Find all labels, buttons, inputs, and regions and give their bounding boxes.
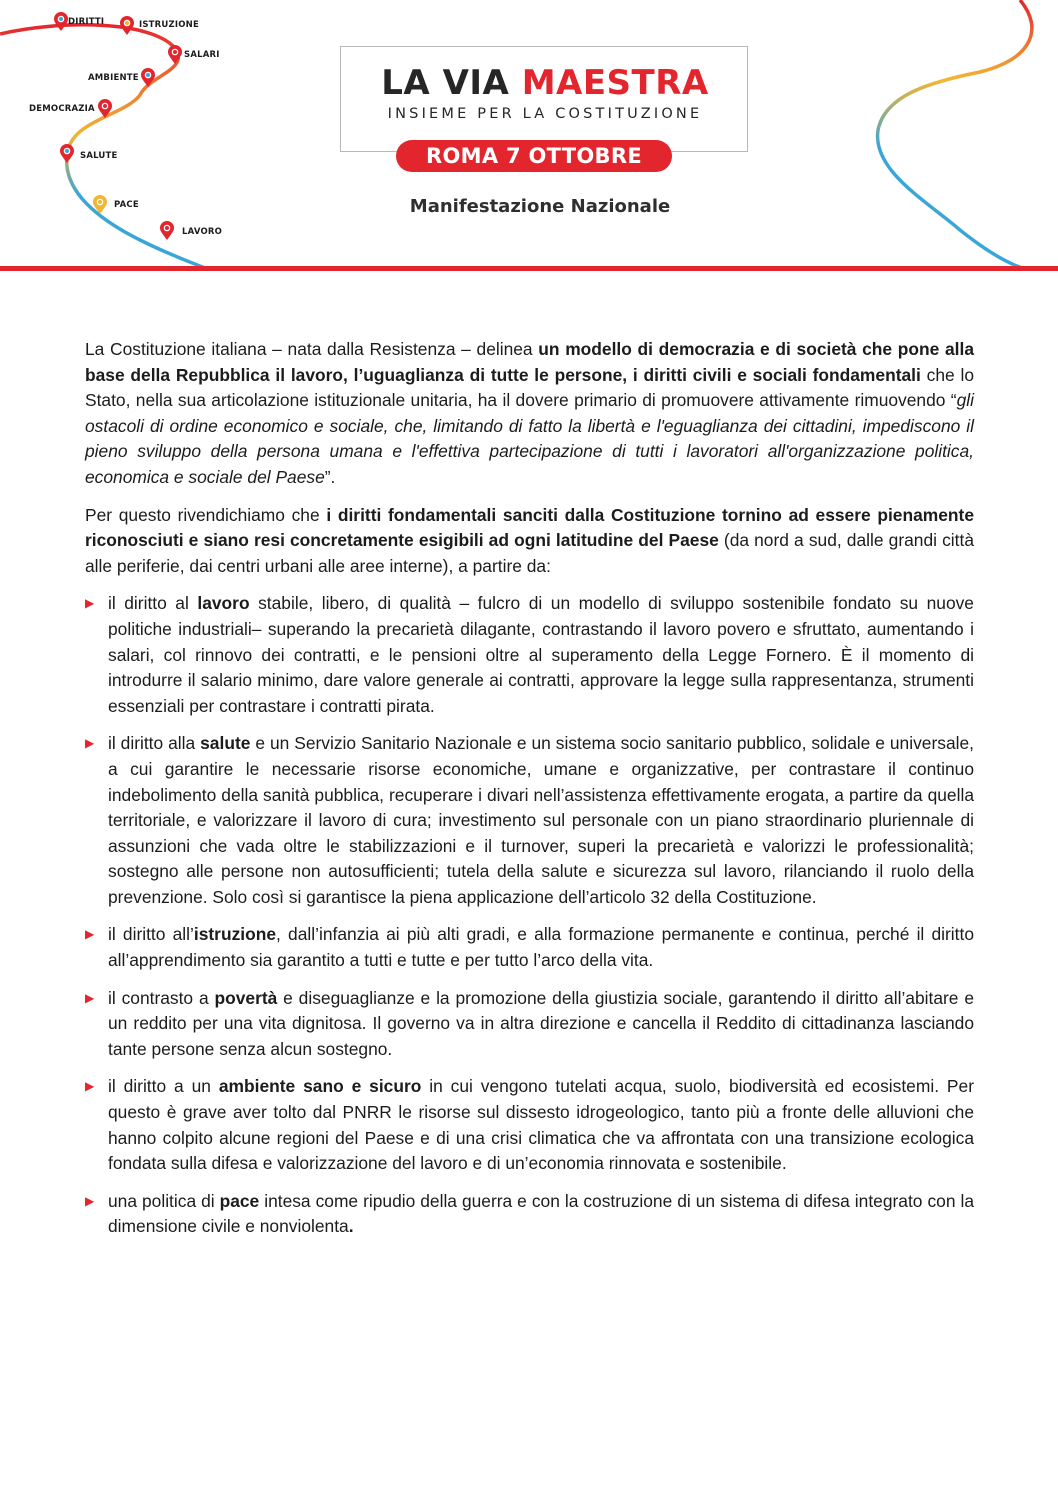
text-run: che lo Stato, nella sua articolazione istituzionale unitaria, ha il dovere primario di promuovere attivamente rimuovendo “ [85, 364, 974, 411]
map-pin-icon [119, 16, 135, 36]
text-run: stabile, libero, di qualità – fulcro di un modello di sviluppo sostenibile fondato su nuove politiche industriali– superando la precarietà dilagante, contrastando il lavoro povero e sfruttato, aumentando i salari, col rinnovo dei contratti, e le pensioni oltre al superamento della Legge Fornero. È il momento di introdurre il salario minimo, dare valore generale ai contratti, approvare la legge sulla rappresentanza, strumenti essenziali per contrastare i contratti pirata. [108, 593, 974, 716]
text-run: il diritto all’ [108, 924, 194, 945]
map-pin-icon [97, 99, 113, 119]
list-item [85, 1189, 974, 1240]
text-run: il diritto al [108, 593, 198, 614]
text-run: . [348, 1216, 354, 1237]
route-stop-label: DIRITTI [68, 17, 105, 27]
logo-box [340, 46, 748, 152]
map-pin-icon [59, 144, 75, 164]
header-divider [0, 266, 1058, 271]
date-badge: ROMA 7 OTTOBRE [396, 140, 672, 172]
right-keyword: povertà [214, 987, 278, 1008]
text-run: il diritto alla [108, 733, 201, 754]
bold-text: i diritti fondamentali sanciti dalla Costituzione tornino ad essere pienamente riconosciuti e siano resi concretamente esigibili ad ogni latitudine del Paese [85, 504, 974, 551]
document-body [85, 337, 974, 1252]
route-stop-label: AMBIENTE [88, 73, 139, 83]
list-item [85, 1074, 974, 1176]
triangle-arrow-icon: ▶ [85, 990, 95, 1005]
right-keyword: ambiente sano e sicuro [218, 1076, 422, 1097]
text-run: (da nord a sud, dalle grandi città alle periferie, dai centri urbani alle aree interne), a partire da: [85, 530, 974, 576]
text-run: e diseguaglianze e la promozione della giustizia sociale, garantendo il diritto all’abitare e un reddito per una vita dignitosa. Il governo va in altra direzione e cancella il Reddito di cittadinanza lasciando tante persone senza alcun sostegno. [108, 987, 974, 1059]
rights-list [85, 591, 974, 1240]
map-pin-icon [159, 221, 175, 241]
route-stop-label: ISTRUZIONE [139, 20, 200, 30]
triangle-arrow-icon: ▶ [85, 927, 95, 942]
text-run: La Costituzione italiana – nata dalla Resistenza – delinea [85, 339, 539, 359]
triangle-arrow-icon: ▶ [85, 1193, 95, 1208]
map-pin-icon [92, 195, 108, 215]
text-run: in cui vengono tutelati acqua, suolo, biodiversità ed ecosistemi. Per questo è grave aver tolto dal PNRR le risorse sul dissesto idrogeologico, tanto più a fronte delle alluvioni che hanno colpito alcune regioni del Paese e di una crisi climatica che va affrontata con una transizione ecologica fondata sulla difesa e valorizzazione del lavoro e di un’economia rinnovata e sostenibile. [108, 1076, 974, 1174]
text-run: e un Servizio Sanitario Nazionale e un sistema socio sanitario pubblico, solidale e universale, a cui garantire le necessarie risorse economiche, umane e organizzative, per contrastare il continuo indebolimento della sanità pubblica, recuperare i divari nell’assistenza effettivamente erogata, a partire da quella territoriale, e valorizzare il lavoro di cura; investimento sul personale con un piano straordinario pluriennale di assunzioni che vada oltre le stabilizzazioni e il turnover, superi la precarietà e valorizzi le professionalità; sostegno alle persone non autosufficienti; tutela della salute e sicurezza sul lavoro, rilanciando il ruolo della prevenzione. Solo così si garantisce la piena applicazione dell’articolo 32 della Costituzione. [108, 733, 974, 907]
quoted-article: gli ostacoli di ordine economico e sociale, che, limitando di fatto la libertà e l'eguaglianza dei cittadini, impediscono il pieno sviluppo della persona umana e l'effettiva partecipazione di tutti i lavoratori all'organizzazione politica, economica e sociale del Paese [85, 390, 974, 487]
text-run: una politica di [108, 1190, 220, 1211]
logo-title-red: MAESTRA [521, 63, 709, 103]
route-stop-label: DEMOCRAZIA [29, 104, 95, 114]
page-header [0, 0, 1058, 272]
map-pin-icon [53, 12, 69, 32]
right-keyword: lavoro [197, 593, 250, 614]
text-run: Per questo rivendichiamo che [85, 504, 327, 525]
event-title: Manifestazione Nazionale [409, 196, 671, 217]
triangle-arrow-icon: ▶ [85, 736, 95, 751]
text-run: intesa come ripudio della guerra e con la costruzione di un sistema di difesa integrato con la dimensione civile e nonviolenta [108, 1190, 974, 1237]
route-stop-label: PACE [114, 200, 139, 210]
text-run: il contrasto a [108, 987, 215, 1008]
map-pin-icon [140, 68, 156, 88]
triangle-arrow-icon: ▶ [85, 1079, 95, 1094]
map-pin-icon [167, 45, 183, 65]
text-run: il diritto a un [108, 1076, 219, 1097]
list-item [85, 922, 974, 973]
logo-title [341, 63, 749, 103]
bold-text: un modello di democrazia e di società che pone alla base della Repubblica il lavoro, l’uguaglianza di tutte le persone, i diritti civili e sociali fondamentali [85, 339, 974, 385]
claims-paragraph [85, 503, 974, 580]
text-run: ”. [324, 466, 336, 487]
intro-paragraph [85, 337, 974, 491]
triangle-arrow-icon: ▶ [85, 596, 95, 611]
list-item [85, 591, 974, 719]
route-stop-label: SALARI [184, 50, 220, 60]
right-keyword: pace [219, 1190, 260, 1211]
route-stop-label: LAVORO [182, 227, 223, 237]
text-run: , dall’infanzia ai più alti gradi, e alla formazione permanente e continua, perché il diritto all’apprendimento sia garantito a tutti e tutte e per tutto l’arco della vita. [108, 924, 975, 971]
list-item [85, 986, 974, 1063]
logo-subtitle: INSIEME PER LA COSTITUZIONE [387, 106, 703, 122]
right-keyword: salute [200, 733, 251, 754]
logo-title-dark: LA VIA [381, 63, 510, 103]
route-stop-label: SALUTE [80, 151, 118, 161]
right-keyword: istruzione [193, 924, 277, 945]
list-item [85, 731, 974, 910]
